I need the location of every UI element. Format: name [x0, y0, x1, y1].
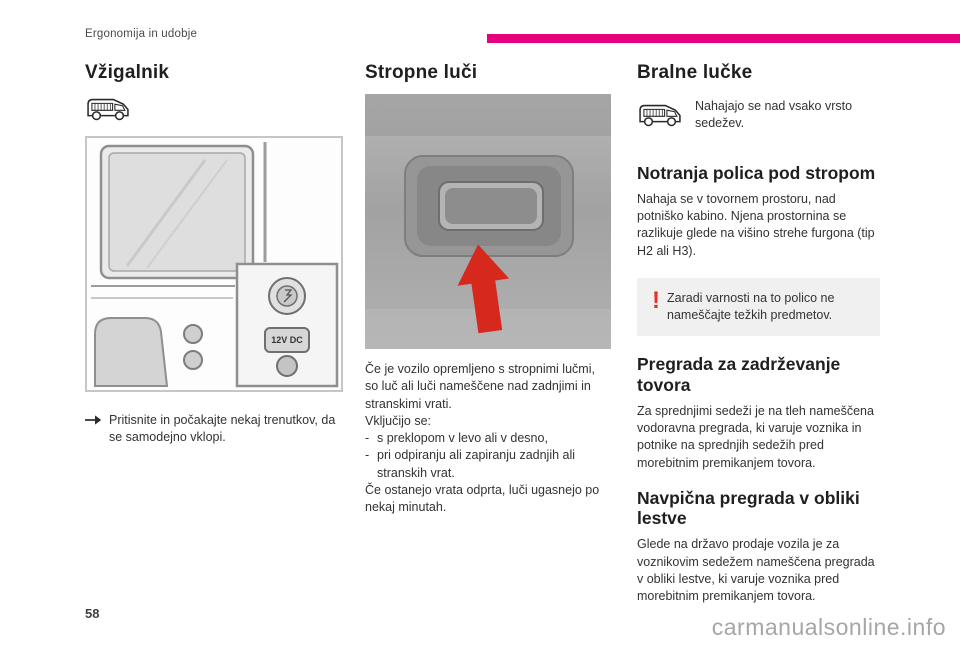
watermark: carmanualsonline.info: [711, 614, 946, 640]
bullet-dash: -: [365, 431, 370, 445]
shelf-title: Notranja polica pod stropom: [637, 162, 876, 183]
bullet-text: pri odpiranju ali zapiranju zadnjih ali stranskih vrat.: [377, 448, 576, 480]
bullet-item: [365, 430, 611, 447]
warning-box: [637, 278, 880, 337]
cigarette-lighter-title: Vžigalnik: [85, 62, 170, 83]
section-ceiling-lights: [365, 62, 611, 516]
ladder-partition-para: Glede na državo prodaje vozila je za voznikovim sedežem nameščena pregrada v obliki lestve, ki varuje voznika pred morebitnim premikanjem tovora.: [637, 537, 875, 604]
ceiling-light-illustration: [365, 94, 611, 349]
lighter-note: [85, 412, 343, 447]
lighter-note-text: Pritisnite in počakajte nekaj trenutkov, da se samodejno vklopi.: [109, 413, 336, 445]
partition-title: Pregrada za zadrževanje tovora: [637, 354, 841, 395]
ladder-partition-title: Navpična pregrada v obliki lestve: [637, 487, 860, 529]
reading-lamps-title: Bralne lučke: [637, 62, 753, 83]
ceiling-lights-title: Stropne luči: [365, 62, 478, 83]
shelf-para: Nahaja se v tovornem prostoru, nad potniško kabino. Njena prostornina se razlikuje glede na višino strehe furgona (tip H2 ali H3).: [637, 191, 875, 258]
pointer-arrow-icon: [85, 412, 109, 447]
ceiling-lights-para2: Če ostanejo vrata odprta, luči ugasnejo po nekaj minutah.: [365, 482, 600, 514]
reading-lamps-note: [637, 98, 880, 133]
partition-para: Za sprednjimi sedeži je na tleh nameščena vodoravna pregrada, ki varuje voznika in potnike na sprednjih sedežih pred morebitnim premikanjem tovora.: [637, 403, 874, 470]
ceiling-lights-intro: Vključijo se:: [365, 413, 431, 428]
bullet-item: [365, 447, 611, 482]
section-right: [637, 62, 880, 605]
socket-label: 12V DC: [271, 335, 303, 345]
warning-exclamation-icon: !: [652, 286, 660, 314]
bullet-dash: -: [365, 448, 370, 463]
bullet-text: s preklopom v levo ali v desno,: [377, 431, 548, 445]
accent-bar: [487, 34, 960, 43]
van-icon-graphic: [637, 100, 683, 128]
warning-text: Zaradi varnosti na to polico ne nameščajte težkih predmetov.: [667, 290, 835, 323]
ceiling-lights-para1: Če je vozilo opremljeno s stropnimi lučmi, so luč ali luči nameščene nad zadnjimi in stranskimi vrati.: [365, 362, 595, 411]
van-icon: [637, 98, 695, 128]
reading-lamps-note-text: Nahajajo se nad vsako vrsto sedežev.: [695, 99, 853, 131]
section-header: Ergonomija in udobje: [85, 28, 198, 40]
ceiling-lights-bullet-list: [365, 430, 611, 482]
van-icon-graphic: [85, 94, 131, 122]
cigarette-lighter-illustration: [85, 136, 343, 392]
van-icon: [85, 94, 343, 122]
page-number: 58: [85, 606, 100, 621]
section-cigarette-lighter: [85, 62, 343, 447]
